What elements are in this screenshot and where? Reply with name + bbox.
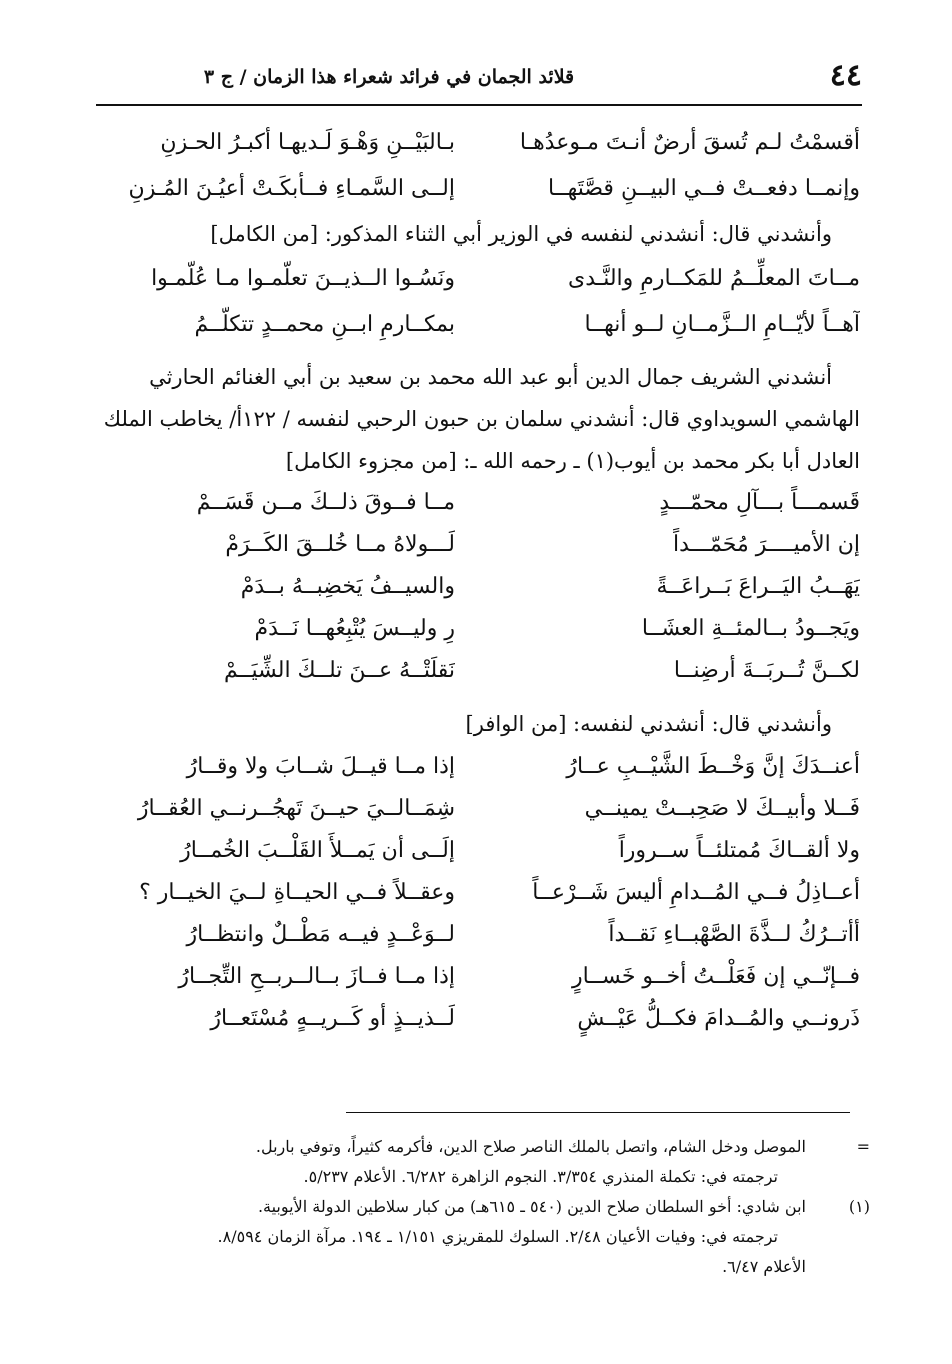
verse-first-hemistich: فــإنّــي إن فَعَلْــتُ أخــو خَســارٍ (571, 964, 860, 989)
main-text (100, 120, 860, 1040)
verse-second-hemistich: إلــى السَّمـاءِ فــأبكَـتْ أعيُـنَ المُـزنِ (128, 176, 455, 201)
verse-second-hemistich: إذا مــا قيــلَ شــابَ ولا وقــارُ (186, 754, 455, 779)
footnote-line: ترجمته في: وفيات الأعيان ٢/٤٨. السلوك للمقريزي ١/١٥١ ـ ١٩٤. مرآة الزمان ٨/٥٩٤. (217, 1227, 778, 1246)
verse-second-hemistich: لَــذيــذٍ أو كَــريــهٍ مُسْتَعــارُ (210, 1006, 455, 1031)
footnote-line: الأعلام ٦/٤٧. (722, 1257, 806, 1276)
verse-line (100, 872, 860, 914)
verse-second-hemistich: إذا مــا فــازَ بــالــربــحِ التِّجــارُ (178, 964, 455, 989)
verse-second-hemistich: إلَــى أن يَمــلأَ القَلْــبَ الخُمــارُ (180, 838, 455, 863)
spacer (100, 348, 860, 356)
footnote-line: ابن شادي: أخو السلطان صلاح الدين (٥٤٠ ـ ٦١٥هـ) من كبار سلاطين الدولة الأيوبية. (257, 1197, 806, 1216)
poem-intro: وأنشدني قال: أنشدني لنفسه: [من الوافر] (465, 712, 832, 736)
footnote-line: الموصل ودخل الشام، واتصل بالملك الناصر صلاح الدين، فأكرمه كثيراً، وتوفي باربل. (255, 1137, 806, 1156)
verse-second-hemistich: وعقــلاً فــي الحيــاةِ لــيَ الخيــار ؟ (139, 880, 455, 905)
verse-first-hemistich: قَسمـــاً بـــآلِ محمّـــدٍ (659, 490, 860, 515)
verse-line (100, 482, 860, 524)
verse-second-hemistich: ونَسُـوا الــذيــنَ تعلّمـوا مـا عُلّمـوا (151, 266, 455, 291)
verse-line (100, 746, 860, 788)
verse-first-hemistich: ويَجــودُ بــالمئــةِ العشَــا (641, 616, 860, 641)
verse-first-hemistich: فَــلا وأبيــكَ لا صَحِبــتْ يمينــي (584, 796, 860, 821)
footnote-marker: = (856, 1137, 870, 1156)
verse-second-hemistich: رِ وليــسَ يُتْبِعُهــا نَــدَمْ (254, 616, 455, 641)
verse-first-hemistich: ذَرونــي والمُــدامَ فكــلُّ عَيْــشٍ (577, 1006, 860, 1031)
running-title: قلائد الجمان في فرائد شعراء هذا الزمان / ج ٣ (203, 66, 575, 88)
verse-first-hemistich: أعــاذِلُ فــي المُــدامِ أليسَ شَــرْعــاً (532, 880, 860, 905)
verse-second-hemistich: بمكــارمِ ابــنِ محمــدٍ تتكلّــمُ (194, 312, 455, 337)
verse-line (100, 256, 860, 302)
verse-line (100, 788, 860, 830)
verse-line (100, 650, 860, 692)
header-rule (96, 104, 862, 106)
footnote-1 (110, 1192, 870, 1282)
verse-line (100, 524, 860, 566)
verse-line (100, 566, 860, 608)
verse-first-hemistich: يَهَــبُ اليَــراعَ بَــراعَــةً (656, 574, 860, 599)
footnote-marker: (١) (848, 1197, 870, 1216)
paragraph-line: أنشدني الشريف جمال الدين أبو عبد الله محمد بن سعيد بن أبي الغنائم الحارثي (149, 365, 832, 389)
verse-second-hemistich: نَقلَتْــهُ عــنَ تلــكَ الشِّيَــمْ (223, 658, 455, 683)
footnote-line: ترجمته في: تكملة المنذري ٣/٣٥٤. النجوم الزاهرة ٦/٢٨٢. الأعلام ٥/٢٣٧. (303, 1167, 778, 1186)
verse-first-hemistich: وإنمــا دفعــتْ فــي البيــنِ قصَّتَهــا (547, 176, 860, 201)
verse-first-hemistich: إن الأميــــرَ مُحَمّـــداً (673, 532, 860, 557)
verse-first-hemistich: مــاتَ المعلِّــمُ للمَكــارمِ والنَّـدى (567, 266, 860, 291)
paragraph-line: العادل أبا بكر محمد بن أيوب(١) ـ رحمه الله ـ: [من مجزوء الكامل] (285, 449, 860, 473)
verse-second-hemistich: بـالبَيْــنِ وَهْـوَ لَـديهـا أكبـرُ الحـزنِ (160, 130, 455, 155)
verse-line (100, 120, 860, 166)
verse-second-hemistich: لــوَعْــدٍ فيــه مَطْــلٌ وانتظــارُ (186, 922, 455, 947)
verse-first-hemistich: أأتــرُكُ لــذَّةَ الصَّهْبــاءِ نَقــداً (608, 922, 860, 947)
verse-first-hemistich: آهــاً لأيّــامِ الــزَّمــانِ لــو أنهــا (584, 312, 860, 337)
verse-line (100, 166, 860, 212)
page-header (96, 56, 862, 100)
verse-first-hemistich: أقسمْتُ لـم تُسقَ أرضٌ أنـتَ مـوعدُهـا (519, 130, 860, 155)
verse-first-hemistich: لكــنَّ تُــربَــةَ أرضِنــا (673, 658, 860, 683)
verse-first-hemistich: أعنــدَكَ إنَّ وَخْــطَ الشَّيْــبِ عــارُ (566, 754, 860, 779)
verse-line (100, 830, 860, 872)
page-number: ٤٤ (829, 58, 862, 93)
verse-second-hemistich: شِمَــالــيَ حيــنَ تَهجُــرنــي العُقــارُ (137, 796, 455, 821)
verse-line (100, 914, 860, 956)
verse-second-hemistich: لَـــولاهُ مــا خُلــقَ الكَــرَمْ (225, 532, 455, 557)
paragraph-line: الهاشمي السويداوي قال: أنشدني سلمان بن حبون الرحبي لنفسه / ١٢٢أ/ يخاطب الملك (103, 407, 860, 431)
verse-second-hemistich: مــا فــوقَ ذلــكَ مــن قَسَــمْ (196, 490, 455, 515)
footnotes (110, 1132, 870, 1282)
verse-line (100, 998, 860, 1040)
verse-line (100, 956, 860, 998)
verse-line (100, 302, 860, 348)
spacer (100, 692, 860, 702)
verse-second-hemistich: والسيــفُ يَخضِبــهُ بــدَمْ (240, 574, 455, 599)
poem-intro: وأنشدني قال: أنشدني لنفسه في الوزير أبي الثناء المذكور: [من الكامل] (210, 222, 832, 246)
verse-first-hemistich: ولا ألقــاكَ مُمتلئــاً ســروراً (618, 838, 860, 863)
verse-line (100, 608, 860, 650)
footnote-continuation (110, 1132, 870, 1192)
footnote-rule (346, 1112, 850, 1113)
prose-paragraph (100, 356, 860, 482)
